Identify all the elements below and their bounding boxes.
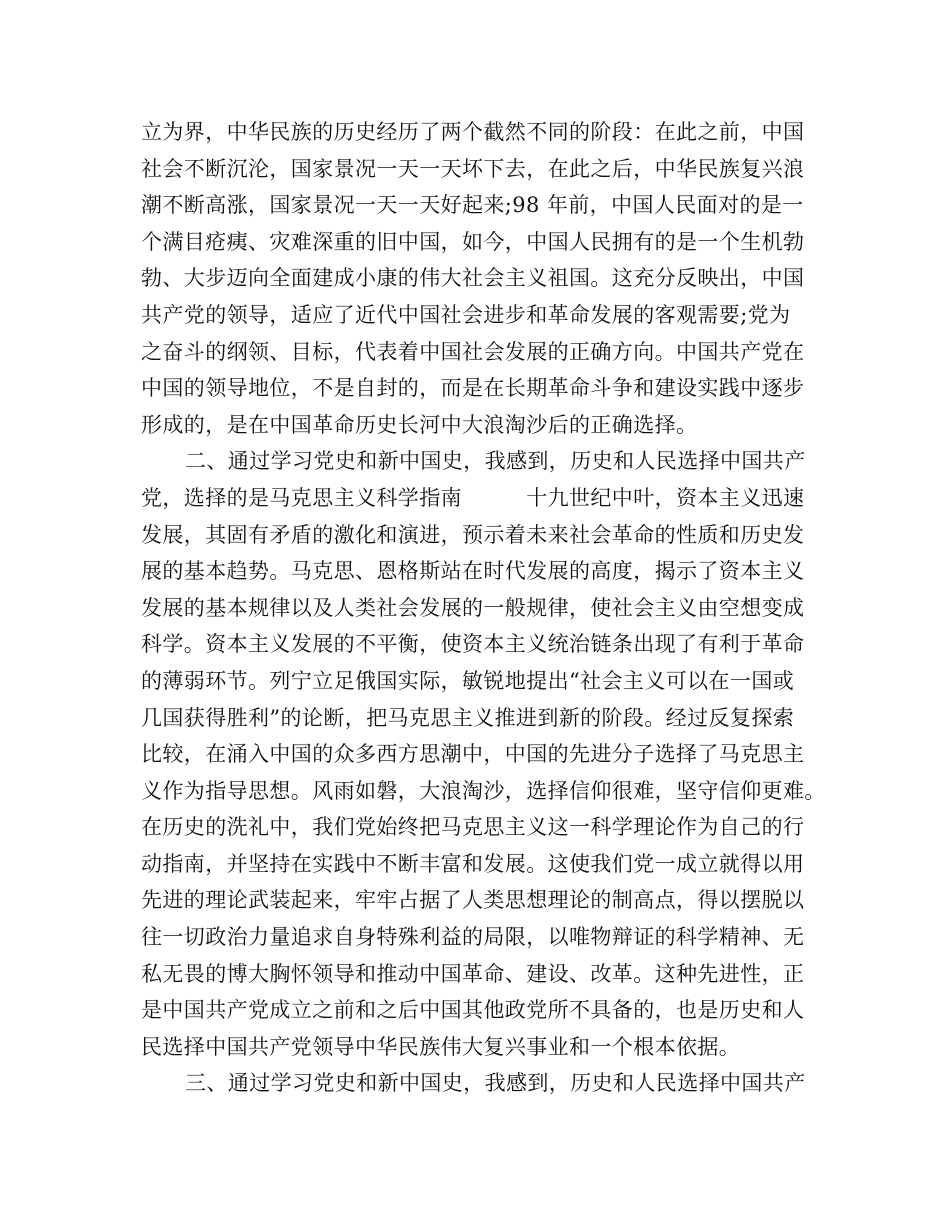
text-line: 是中国共产党成立之前和之后中国其他政党所不具备的，也是历史和人 <box>141 998 805 1023</box>
text-line: 先进的理论武装起来，牢牢占据了人类思想理论的制高点，得以摆脱以 <box>141 888 805 913</box>
text-line: 发展的基本规律以及人类社会发展的一般规律，使社会主义由空想变成 <box>141 595 805 620</box>
text-line: 比较，在涌入中国的众多西方思潮中，中国的先进分子选择了马克思主 <box>141 742 805 767</box>
text-line: 私无畏的博大胸怀领导和推动中国革命、建设、改革。这种先进性，正 <box>141 961 805 986</box>
text-line: 的薄弱环节。列宁立足俄国实际，敏锐地提出“社会主义可以在一国或 <box>141 668 795 693</box>
text-line: 潮不断高涨，国家景况一天一天好起来;98 年前，中国人民面对的是一 <box>141 193 804 218</box>
text-line: 往一切政治力量追求自身特殊利益的局限，以唯物辩证的科学精神、无 <box>141 925 805 950</box>
text-line: 三、通过学习党史和新中国史，我感到，历史和人民选择中国共产 <box>185 1071 806 1096</box>
text-line: 在历史的洗礼中，我们党始终把马克思主义这一科学理论作为自己的行 <box>141 815 805 840</box>
text-line: 勃、大步迈向全面建成小康的伟大社会主义祖国。这充分反映出，中国 <box>141 266 805 291</box>
text-line: 中国的领导地位，不是自封的，而是在长期革命斗争和建设实践中逐步 <box>141 376 805 401</box>
text-line: 科学。资本主义发展的不平衡，使资本主义统治链条出现了有利于革命 <box>141 632 805 657</box>
text-line: 立为界，中华民族的历史经历了两个截然不同的阶段：在此之前，中国 <box>141 120 805 144</box>
text-line: 发展，其固有矛盾的激化和演进，预示着未来社会革命的性质和历史发 <box>141 522 805 547</box>
text-line: 二、通过学习党史和新中国史，我感到，历史和人民选择中国共产 <box>185 449 806 474</box>
text-line: 动指南，并坚持在实践中不断丰富和发展。这使我们党一成立就得以用 <box>141 851 805 876</box>
text-line: 义作为指导思想。风雨如磐，大浪淘沙，选择信仰很难，坚守信仰更难。 <box>141 778 826 803</box>
text-line: 形成的，是在中国革命历史长河中大浪淘沙后的正确选择。 <box>141 412 698 437</box>
text-line: 几国获得胜利”的论断，把马克思主义推进到新的阶段。经过反复探索 <box>141 705 795 730</box>
text-line: 党，选择的是马克思主义科学指南 十九世纪中叶，资本主义迅速 <box>141 485 805 510</box>
text-line: 展的基本趋势。马克思、恩格斯站在时代发展的高度，揭示了资本主义 <box>141 559 805 584</box>
text-line: 之奋斗的纲领、目标，代表着中国社会发展的正确方向。中国共产党在 <box>141 339 805 364</box>
text-line: 个满目疮痍、灾难深重的旧中国，如今，中国人民拥有的是一个生机勃 <box>141 229 805 254</box>
document-body <box>141 114 831 1102</box>
text-line: 共产党的领导，适应了近代中国社会进步和革命发展的客观需要;党为 <box>141 302 791 327</box>
text-line: 民选择中国共产党领导中华民族伟大复兴事业和一个根本依据。 <box>141 1034 741 1059</box>
text-line: 社会不断沉沦，国家景况一天一天坏下去，在此之后，中华民族复兴浪 <box>141 156 805 181</box>
